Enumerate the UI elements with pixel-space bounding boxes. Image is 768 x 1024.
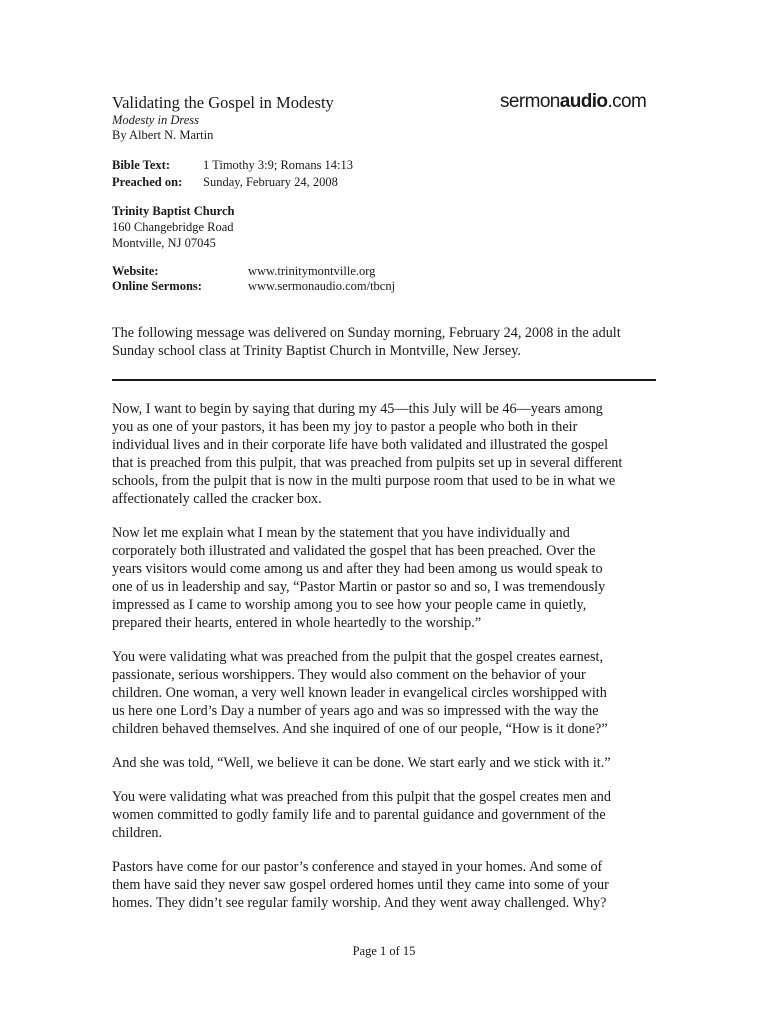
paragraph-line: children. One woman, a very well known leader in evangelical circles worshipped with bbox=[112, 685, 607, 701]
sermonaudio-logo bbox=[500, 90, 646, 114]
church-name: Trinity Baptist Church bbox=[112, 204, 235, 218]
sermon-author: By Albert N. Martin bbox=[112, 128, 214, 142]
church-address-line1: 160 Changebridge Road bbox=[112, 220, 234, 234]
website-row bbox=[112, 263, 412, 279]
paragraph-line: affectionately called the cracker box. bbox=[112, 491, 322, 507]
bible-text-row bbox=[112, 157, 412, 173]
online-sermons-link[interactable]: www.sermonaudio.com/tbcnj bbox=[248, 279, 396, 293]
paragraph-line: You were validating what was preached from this pulpit that the gospel creates men and bbox=[112, 789, 611, 805]
church-block bbox=[112, 203, 234, 251]
paragraph-line: children behaved themselves. And she inquired of one of our people, “How is it done?” bbox=[112, 721, 608, 737]
church-address-line2: Montville, NJ 07045 bbox=[112, 236, 216, 250]
bible-text-value: 1 Timothy 3:9; Romans 14:13 bbox=[203, 158, 354, 172]
body-paragraph bbox=[112, 788, 668, 842]
paragraph-line: us here one Lord’s Day a number of years ago and was so impressed with the way the bbox=[112, 703, 599, 719]
horizontal-rule bbox=[112, 379, 656, 381]
preached-on-label: Preached on: bbox=[112, 175, 183, 189]
logo-text-part3: .com bbox=[607, 91, 647, 112]
paragraph-line: You were validating what was preached from the pulpit that the gospel creates earnest, bbox=[112, 649, 604, 665]
sermon-subtitle: Modesty in Dress bbox=[112, 113, 200, 127]
logo-text-part2: audio bbox=[559, 91, 608, 112]
online-sermons-row bbox=[112, 278, 412, 294]
online-sermons-label: Online Sermons: bbox=[112, 279, 202, 293]
paragraph-line: that is preached from this pulpit, that was preached from pulpits set up in several different bbox=[112, 455, 623, 471]
website-link[interactable]: www.trinitymontville.org bbox=[248, 264, 376, 278]
body-paragraph bbox=[112, 524, 668, 632]
body-paragraph bbox=[112, 858, 668, 912]
sermon-body bbox=[112, 400, 668, 928]
bible-text-label: Bible Text: bbox=[112, 158, 170, 172]
body-paragraph bbox=[112, 400, 668, 508]
page-number: Page 1 of 15 bbox=[352, 944, 416, 958]
website-label: Website: bbox=[112, 264, 159, 278]
paragraph-line: homes. They didn’t see regular family worship. And they went away challenged. Why? bbox=[112, 895, 607, 911]
logo-text-part1: sermon bbox=[500, 91, 560, 112]
paragraph-line: Now let me explain what I mean by the statement that you have individually and bbox=[112, 525, 570, 541]
paragraph-line: you as one of your pastors, it has been my joy to pastor a people who both in their bbox=[112, 419, 578, 435]
paragraph-line: children. bbox=[112, 825, 163, 841]
paragraph-line: passionate, serious worshippers. They would also comment on the behavior of your bbox=[112, 667, 586, 683]
paragraph-line: individual lives and in their corporate life have both validated and illustrated the gospel bbox=[112, 437, 609, 453]
paragraph-line: corporately both illustrated and validated the gospel that has been preached. Over the bbox=[112, 543, 596, 559]
sermon-title: Validating the Gospel in Modesty bbox=[112, 93, 334, 112]
paragraph-line: prepared their hearts, entered in whole heartedly to the worship.” bbox=[112, 615, 482, 631]
preached-on-value: Sunday, February 24, 2008 bbox=[203, 175, 338, 189]
paragraph-line: And she was told, “Well, we believe it can be done. We start early and we stick with it.” bbox=[112, 755, 611, 771]
paragraph-line: Pastors have come for our pastor’s conference and stayed in your homes. And some of bbox=[112, 859, 603, 875]
paragraph-line: impressed as I came to worship among you to see how your people came in quietly, bbox=[112, 597, 587, 613]
body-paragraph bbox=[112, 648, 668, 738]
paragraph-line: years visitors would come among us and after they had been among us would speak to bbox=[112, 561, 603, 577]
paragraph-line: Now, I want to begin by saying that during my 45—this July will be 46—years among bbox=[112, 401, 603, 417]
paragraph-line: one of us in leadership and say, “Pastor Martin or pastor so and so, I was tremendously bbox=[112, 579, 606, 595]
preached-on-row bbox=[112, 174, 412, 190]
paragraph-line: schools, from the pulpit that is now in the multi purpose room that used to be in what we bbox=[112, 473, 616, 489]
paragraph-line: them have said they never saw gospel ordered homes until they came into some of your bbox=[112, 877, 609, 893]
intro-paragraph: The following message was delivered on Sunday morning, February 24, 2008 in the adult Sunday school class at Trinity Baptist Church in Montville, New Jersey. bbox=[112, 325, 621, 359]
paragraph-line: women committed to godly family life and to parental guidance and government of the bbox=[112, 807, 606, 823]
body-paragraph bbox=[112, 754, 668, 772]
